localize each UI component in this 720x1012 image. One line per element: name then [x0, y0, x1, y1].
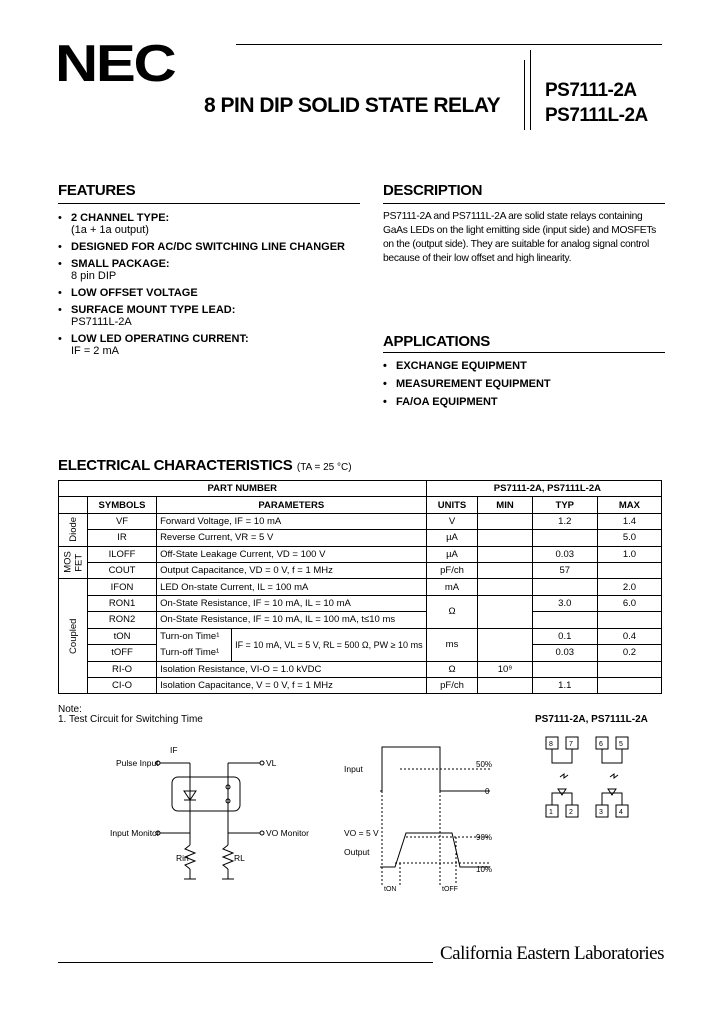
cell-symbol: IR — [88, 530, 157, 546]
cell-parameter: Isolation Resistance, VI-O = 1.0 kVDC — [157, 661, 427, 677]
pin-number: 8 — [549, 741, 553, 748]
part-number-label: PART NUMBER — [59, 481, 427, 497]
toff-label: tOFF — [442, 886, 458, 893]
header-divider — [530, 50, 531, 130]
cell-unit: µA — [426, 546, 478, 562]
cell-unit: Ω — [426, 661, 478, 677]
rin-label: Rin — [176, 853, 189, 863]
cell-typ: 0.1 — [532, 628, 597, 645]
turn-off-label: Turn-off Time¹ — [160, 647, 220, 659]
cell-symbol: ILOFF — [88, 546, 157, 562]
cell-typ: 1.2 — [532, 513, 597, 529]
cell-typ — [532, 661, 597, 677]
table-row — [59, 481, 662, 497]
switching-waveform-diagram — [340, 745, 500, 895]
group-label-coupled: Coupled — [59, 579, 88, 694]
features-list — [58, 212, 358, 362]
cell-typ — [532, 530, 597, 546]
footer-company: California Eastern Laboratories — [440, 943, 665, 964]
input-label: Input — [344, 764, 363, 774]
package-schematic — [540, 735, 640, 820]
part-number-value: PS7111-2A, PS7111L-2A — [426, 481, 661, 497]
column-header: SYMBOLS — [88, 497, 157, 513]
cell-symbol: RON2 — [88, 612, 157, 628]
cell-max — [597, 661, 661, 677]
cell-min: 10⁹ — [478, 661, 532, 677]
electrical-heading-wrap — [58, 457, 352, 475]
column-header: PARAMETERS — [157, 497, 427, 513]
table-header-row — [59, 497, 662, 513]
cell-symbol: IFON — [88, 579, 157, 595]
cell-unit: ms — [426, 628, 478, 661]
cell-unit: V — [426, 513, 478, 529]
cell-typ: 57 — [532, 562, 597, 578]
cell-min — [478, 628, 532, 661]
pin-number: 7 — [569, 741, 573, 748]
table-row — [59, 661, 662, 677]
pin-number: 6 — [599, 741, 603, 748]
description-heading: DESCRIPTION — [383, 182, 483, 199]
feature-item: • LOW OFFSET VOLTAGE — [58, 287, 358, 299]
cell-parameter: Reverse Current, VR = 5 V — [157, 530, 427, 546]
turn-on-label: Turn-on Time¹ — [160, 631, 220, 643]
switching-condition: IF = 10 mA, VL = 5 V, RL = 500 Ω, PW ≥ 10 ms — [235, 639, 423, 650]
cell-min — [478, 579, 532, 595]
cell-min — [478, 595, 532, 628]
cell-unit: Ω — [426, 595, 478, 628]
cell-symbol: tON — [88, 628, 157, 645]
footer-rule — [58, 962, 433, 963]
table-row — [59, 579, 662, 595]
feature-item: • LOW LED OPERATING CURRENT: IF = 2 mA — [58, 333, 358, 357]
column-header: TYP — [532, 497, 597, 513]
application-item: • EXCHANGE EQUIPMENT — [383, 360, 551, 372]
pin-number: 4 — [619, 809, 623, 816]
cell-parameter: LED On-state Current, IL = 100 mA — [157, 579, 427, 595]
applications-heading: APPLICATIONS — [383, 333, 490, 350]
cell-symbol: RON1 — [88, 595, 157, 611]
cell-typ: 3.0 — [532, 595, 597, 611]
vo-monitor-label: VO Monitor — [266, 828, 309, 838]
part-number-2: PS7111L-2A — [545, 105, 648, 126]
cell-min — [478, 513, 532, 529]
pin-number: 1 — [549, 809, 553, 816]
pin-number: 2 — [569, 809, 573, 816]
group-label-diode: Diode — [59, 513, 88, 546]
output-label: Output — [344, 847, 370, 857]
electrical-condition: (TA = 25 °C) — [296, 462, 352, 473]
cell-parameter: On-State Resistance, IF = 10 mA, IL = 100 mA, t≤10 ms — [157, 612, 427, 628]
p90-label: 90% — [476, 833, 493, 842]
part-number-1: PS7111-2A — [545, 80, 637, 101]
electrical-heading: ELECTRICAL CHARACTERISTICS — [58, 457, 293, 474]
cell-max — [597, 677, 661, 693]
input-monitor-label: Input Monitor — [110, 828, 160, 838]
feature-item: • DESIGNED FOR AC/DC SWITCHING LINE CHANGER — [58, 241, 358, 253]
cell-max: 0.4 — [597, 628, 661, 645]
column-header: UNITS — [426, 497, 478, 513]
cell-max: 2.0 — [597, 579, 661, 595]
cell-max — [597, 612, 661, 628]
vl-label: VL — [266, 758, 277, 768]
header-divider-2 — [524, 60, 525, 130]
pin-number: 5 — [619, 741, 623, 748]
description-text: PS7111-2A and PS7111L-2A are solid state relays containing GaAs LEDs on the light emitting side (input side) and MOSFETs on the (output side). They are suitable for analog signal control because of their low offset and high linearity. — [383, 211, 657, 264]
cell-symbol: tOFF — [88, 645, 157, 662]
document-title: 8 PIN DIP SOLID STATE RELAY — [204, 94, 501, 117]
features-rule — [58, 203, 360, 204]
cell-parameter: On-State Resistance, IF = 10 mA, IL = 10 mA — [157, 595, 427, 611]
p50-label: 50% — [476, 760, 493, 769]
column-header: MAX — [597, 497, 661, 513]
cell-max: 1.4 — [597, 513, 661, 529]
table-row — [59, 546, 662, 562]
description-rule — [383, 203, 665, 204]
output-pulse — [380, 833, 493, 867]
feature-item: • 2 CHANNEL TYPE: (1a + 1a output) — [58, 212, 358, 236]
test-circuit-diagram — [100, 745, 315, 895]
cell-typ: 0.03 — [532, 546, 597, 562]
cell-typ — [532, 579, 597, 595]
table-row — [59, 595, 662, 611]
pin-number: 3 — [599, 809, 603, 816]
cell-symbol: VF — [88, 513, 157, 529]
table-row — [59, 628, 662, 645]
cell-min — [478, 562, 532, 578]
applications-list — [383, 360, 551, 414]
note-label: Note: — [58, 704, 82, 715]
table-row — [59, 513, 662, 529]
features-heading: FEATURES — [58, 182, 136, 199]
cell-unit: µA — [426, 530, 478, 546]
note-item-1: 1. Test Circuit for Switching Time — [58, 714, 203, 725]
table-row — [59, 677, 662, 693]
cell-parameter: Off-State Leakage Current, VD = 100 V — [157, 546, 427, 562]
zero-label: 0 — [485, 787, 490, 796]
application-item: • FA/OA EQUIPMENT — [383, 396, 551, 408]
application-item: • MEASUREMENT EQUIPMENT — [383, 378, 551, 390]
cell-typ: 1.1 — [532, 677, 597, 693]
cell-parameter — [157, 628, 427, 661]
cell-symbol: COUT — [88, 562, 157, 578]
applications-rule — [383, 352, 665, 353]
cell-typ: 0.03 — [532, 645, 597, 662]
ton-label: tON — [384, 886, 397, 893]
cell-max: 5.0 — [597, 530, 661, 546]
cell-parameter: Forward Voltage, IF = 10 mA — [157, 513, 427, 529]
cell-unit: pF/ch — [426, 677, 478, 693]
nec-logo: NEC — [55, 35, 175, 93]
feature-item: • SURFACE MOUNT TYPE LEAD: PS7111L-2A — [58, 304, 358, 328]
cell-parameter: Output Capacitance, VD = 0 V, f = 1 MHz — [157, 562, 427, 578]
cell-unit: pF/ch — [426, 562, 478, 578]
header-rule — [236, 44, 662, 45]
package-label: PS7111-2A, PS7111L-2A — [535, 714, 648, 725]
rl-resistor — [223, 845, 233, 869]
cell-symbol: RI-O — [88, 661, 157, 677]
cell-min — [478, 530, 532, 546]
vo-label: VO = 5 V — [344, 828, 379, 838]
pulse-input-label: Pulse Input — [116, 758, 159, 768]
feature-item: • SMALL PACKAGE: 8 pin DIP — [58, 258, 358, 282]
if-label: IF — [170, 745, 178, 755]
p10-label: 10% — [476, 865, 493, 874]
column-header: MIN — [478, 497, 532, 513]
cell-symbol: CI-O — [88, 677, 157, 693]
cell-max — [597, 562, 661, 578]
cell-max: 1.0 — [597, 546, 661, 562]
cell-max: 0.2 — [597, 645, 661, 662]
table-row — [59, 562, 662, 578]
cell-parameter: Isolation Capacitance, V = 0 V, f = 1 MHz — [157, 677, 427, 693]
group-label-mosfet: MOS FET — [59, 546, 88, 579]
relay-body — [172, 777, 240, 811]
cell-min — [478, 546, 532, 562]
cell-max: 6.0 — [597, 595, 661, 611]
electrical-table — [58, 480, 662, 694]
table-row — [59, 530, 662, 546]
table-row — [59, 612, 662, 628]
rl-label: RL — [234, 853, 245, 863]
cell-min — [478, 677, 532, 693]
cell-typ — [532, 612, 597, 628]
cell-unit: mA — [426, 579, 478, 595]
